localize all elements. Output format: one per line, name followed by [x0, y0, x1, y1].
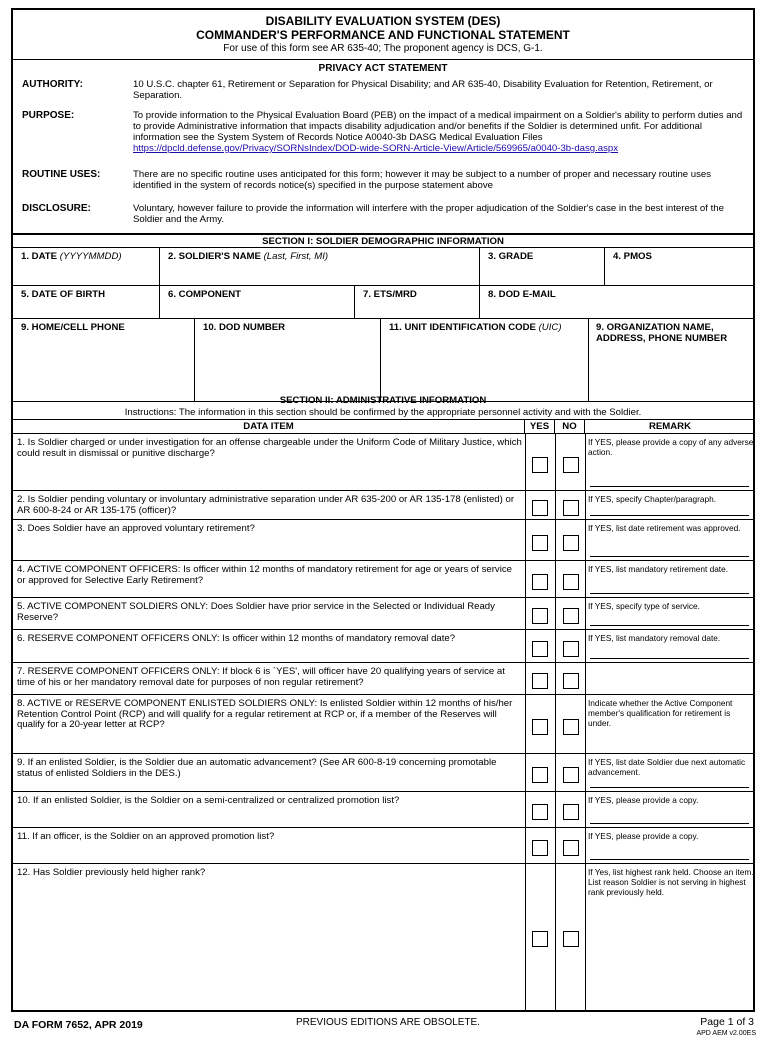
remark-input-line[interactable]	[590, 593, 749, 594]
remark-input-line[interactable]	[590, 658, 749, 659]
remark-text: If YES, please provide a copy.	[588, 831, 699, 841]
date-field[interactable]	[13, 248, 160, 286]
yes-checkbox[interactable]	[532, 840, 548, 856]
remark-text: If Yes, list highest rank held. Choose an item. List reason Soldier is not serving in highest rank previously held.	[588, 867, 754, 897]
soldier-name-hint: (Last, First, MI)	[263, 251, 329, 262]
yes-checkbox[interactable]	[532, 457, 548, 473]
data-item-row	[13, 561, 753, 598]
version-label: APD AEM v2.00ES	[696, 1030, 756, 1037]
form-title: DISABILITY EVALUATION SYSTEM (DES)	[265, 14, 501, 28]
section2-instructions: Instructions: The information in this section should be confirmed by the appropriate personnel activity and with the Soldier.	[13, 407, 753, 420]
data-item-question: 3. Does Soldier have an approved voluntary retirement?	[17, 523, 255, 534]
authority-text: 10 U.S.C. chapter 61, Retirement or Separation for Physical Disability; and AR 635-40, Disability Evaluation for Retention, Retirement, or Separation.	[133, 79, 713, 101]
form-subtitle: COMMANDER'S PERFORMANCE AND FUNCTIONAL STATEMENT	[196, 28, 570, 42]
component-field[interactable]	[160, 286, 355, 319]
yes-checkbox[interactable]	[532, 931, 548, 947]
no-checkbox[interactable]	[563, 457, 579, 473]
privacy-act-statement	[13, 60, 753, 235]
purpose-text: To provide information to the Physical Evaluation Board (PEB) on the impact of a medical impairment on a Soldier's ability to perform duties and to provide Administrative information that impacts disability adjudication and/or benefits if the Soldier is determined unfit. For additional information see the System System of Records Notice A0040-3b DASG Medical Evaluation Files	[133, 110, 743, 143]
remark-input-line[interactable]	[590, 486, 749, 487]
form-usage-note: For use of this form see AR 635-40; The proponent agency is DCS, G-1.	[223, 43, 543, 54]
section2-table-header	[13, 420, 753, 434]
disclosure-text: Voluntary, however failure to provide the information will interfere with the proper adjudication of the Soldier's case in the best interest of the Soldier and the Army.	[133, 203, 724, 225]
data-item-row	[13, 754, 753, 792]
data-item-row	[13, 434, 753, 491]
no-checkbox[interactable]	[563, 931, 579, 947]
no-checkbox[interactable]	[563, 500, 579, 516]
data-item-row	[13, 630, 753, 663]
data-item-row	[13, 598, 753, 630]
disclosure-label: DISCLOSURE:	[22, 203, 91, 214]
col-remark: REMARK	[648, 421, 692, 432]
no-checkbox[interactable]	[563, 535, 579, 551]
soldier-name-label: 2. SOLDIER'S NAME	[168, 251, 261, 262]
ets-mrd-label: 7. ETS/MRD	[363, 289, 417, 300]
home-cell-phone-label: 9. HOME/CELL PHONE	[21, 322, 125, 333]
form-page	[11, 8, 755, 1012]
remark-input-line[interactable]	[590, 625, 749, 626]
routine-uses-text: There are no specific routine uses anticipated for this form; however it may be subject to a number of proper and necessary routine uses identified in the system of records notice(s) specified in the purpose statement above	[133, 169, 712, 191]
remark-text: If YES, please provide a copy.	[588, 795, 699, 805]
remark-text: If YES, list date retirement was approved.	[588, 523, 741, 533]
remark-text: If YES, list mandatory removal date.	[588, 633, 721, 643]
remark-text: If YES, list date Soldier due next automatic advancement.	[588, 757, 746, 777]
data-item-question: 12. Has Soldier previously held higher rank?	[17, 867, 206, 878]
col-yes: YES	[525, 420, 555, 434]
purpose-label: PURPOSE:	[22, 110, 75, 121]
remark-input-line[interactable]	[590, 823, 749, 824]
yes-checkbox[interactable]	[532, 719, 548, 735]
no-checkbox[interactable]	[563, 673, 579, 689]
remark-text: Indicate whether the Active Component member's qualification for retirement is under.	[588, 698, 733, 728]
remark-text: If YES, specify Chapter/paragraph.	[588, 494, 717, 504]
data-item-question: 10. If an enlisted Soldier, is the Soldier on a semi-centralized or centralized promotion list?	[17, 795, 400, 806]
organization-label: 9. ORGANIZATION NAME, ADDRESS, PHONE NUMBER	[596, 322, 728, 344]
privacy-title: PRIVACY ACT STATEMENT	[318, 63, 448, 74]
dod-number-label: 10. DOD NUMBER	[203, 322, 286, 333]
data-item-question: 8. ACTIVE or RESERVE COMPONENT ENLISTED SOLDIERS ONLY: Is enlisted Soldier within 12 months of his/her Retention Control Point (RCP) and will qualify for a regular retirement at RCP or, if a member of the Reserves will qualify for a 20-year letter at RCP?	[17, 698, 513, 730]
form-header	[13, 10, 753, 60]
uic-field[interactable]	[381, 319, 589, 402]
pmos-field[interactable]	[605, 248, 755, 286]
yes-checkbox[interactable]	[532, 673, 548, 689]
remark-text: If YES, list mandatory retirement date.	[588, 564, 729, 574]
yes-checkbox[interactable]	[532, 535, 548, 551]
dod-number-field[interactable]	[195, 319, 381, 402]
routine-uses-label: ROUTINE USES:	[22, 169, 101, 180]
organization-field[interactable]	[589, 319, 755, 402]
uic-label: 11. UNIT IDENTIFICATION CODE	[389, 322, 536, 333]
data-item-question: 4. ACTIVE COMPONENT OFFICERS: Is officer within 12 months of mandatory retirement for age or years of service or approved for Selective Early Retirement?	[17, 564, 512, 586]
date-hint: (YYYYMMDD)	[59, 251, 122, 262]
section1-grid	[13, 248, 753, 402]
data-item-question: 5. ACTIVE COMPONENT SOLDIERS ONLY: Does Soldier have prior service in the Selected or Individual Ready Reserve?	[17, 601, 495, 623]
grade-field[interactable]	[480, 248, 605, 286]
no-checkbox[interactable]	[563, 767, 579, 783]
no-checkbox[interactable]	[563, 608, 579, 624]
no-checkbox[interactable]	[563, 804, 579, 820]
data-item-row	[13, 828, 753, 864]
dod-email-field[interactable]	[480, 286, 755, 319]
col-data-item: DATA ITEM	[13, 420, 525, 434]
authority-label: AUTHORITY:	[22, 79, 83, 90]
yes-checkbox[interactable]	[532, 608, 548, 624]
purpose-text-block	[133, 110, 751, 154]
yes-checkbox[interactable]	[532, 767, 548, 783]
data-item-question: 6. RESERVE COMPONENT OFFICERS ONLY: Is officer within 12 months of mandatory removal date?	[17, 633, 456, 644]
obsolete-notice: PREVIOUS EDITIONS ARE OBSOLETE.	[296, 1017, 480, 1028]
remark-text: If YES, please provide a copy of any adverse action.	[588, 437, 754, 457]
section2-title: SECTION II: ADMINISTRATIVE INFORMATION	[279, 395, 487, 406]
section2-rows	[13, 434, 753, 1010]
data-item-row	[13, 792, 753, 828]
section1-title: SECTION I: SOLDIER DEMOGRAPHIC INFORMATION	[13, 235, 753, 248]
remark-text: If YES, specify type of service.	[588, 601, 700, 611]
yes-checkbox[interactable]	[532, 641, 548, 657]
date-label: 1. DATE	[21, 251, 58, 262]
date-of-birth-label: 5. DATE OF BIRTH	[21, 289, 106, 300]
data-item-row	[13, 695, 753, 754]
uic-hint: (UIC)	[538, 322, 562, 333]
data-item-question: 1. Is Soldier charged or under investigation for an offense chargeable under the Uniform Code of Military Justice, which could result in dismissal or punitive discharge?	[17, 437, 522, 459]
no-checkbox[interactable]	[563, 840, 579, 856]
data-item-row	[13, 520, 753, 561]
section2	[13, 394, 753, 1010]
no-checkbox[interactable]	[563, 641, 579, 657]
yes-checkbox[interactable]	[532, 500, 548, 516]
grade-label: 3. GRADE	[488, 251, 534, 262]
form-footer	[0, 1015, 769, 1050]
data-item-question: 7. RESERVE COMPONENT OFFICERS ONLY: If block 6 is `YES', will officer have 20 qualifying years of service at time of his or her mandatory removal date for purposes of non regular retirement?	[17, 666, 505, 688]
data-item-question: 2. Is Soldier pending voluntary or involuntary administrative separation under AR 635-200 or AR 135-178 (enlisted) or AR 600-8-24 or AR 135-175 (officer)?	[17, 494, 515, 516]
yes-checkbox[interactable]	[532, 804, 548, 820]
no-checkbox[interactable]	[563, 574, 579, 590]
remark-input-line[interactable]	[590, 556, 749, 557]
dod-email-label: 8. DOD E-MAIL	[488, 289, 556, 300]
soldier-name-field[interactable]	[160, 248, 480, 286]
page-number: Page 1 of 3	[700, 1016, 754, 1028]
yes-checkbox[interactable]	[532, 574, 548, 590]
data-item-row	[13, 663, 753, 695]
form-number: DA FORM 7652, APR 2019	[14, 1019, 143, 1031]
data-item-question: 11. If an officer, is the Soldier on an approved promotion list?	[17, 831, 275, 842]
pmos-label: 4. PMOS	[613, 251, 652, 262]
ets-mrd-field[interactable]	[355, 286, 480, 319]
col-no: NO	[555, 420, 585, 434]
component-label: 6. COMPONENT	[168, 289, 242, 300]
remark-input-line[interactable]	[590, 787, 749, 788]
no-checkbox[interactable]	[563, 719, 579, 735]
data-item-question: 9. If an enlisted Soldier, is the Soldier due an automatic advancement? (See AR 600-8-19 concerning promotable status of enlisted Soldiers in the DES.)	[17, 757, 497, 779]
data-item-row	[13, 491, 753, 520]
home-cell-phone-field[interactable]	[13, 319, 195, 402]
data-item-row	[13, 864, 753, 1010]
remark-input-line[interactable]	[590, 515, 749, 516]
remark-input-line[interactable]	[590, 859, 749, 860]
date-of-birth-field[interactable]	[13, 286, 160, 319]
sorn-link[interactable]: https://dpcld.defense.gov/Privacy/SORNsIndex/DOD-wide-SORN-Article-View/Article/569965/a0040-3b-dasg.aspx	[133, 143, 619, 154]
